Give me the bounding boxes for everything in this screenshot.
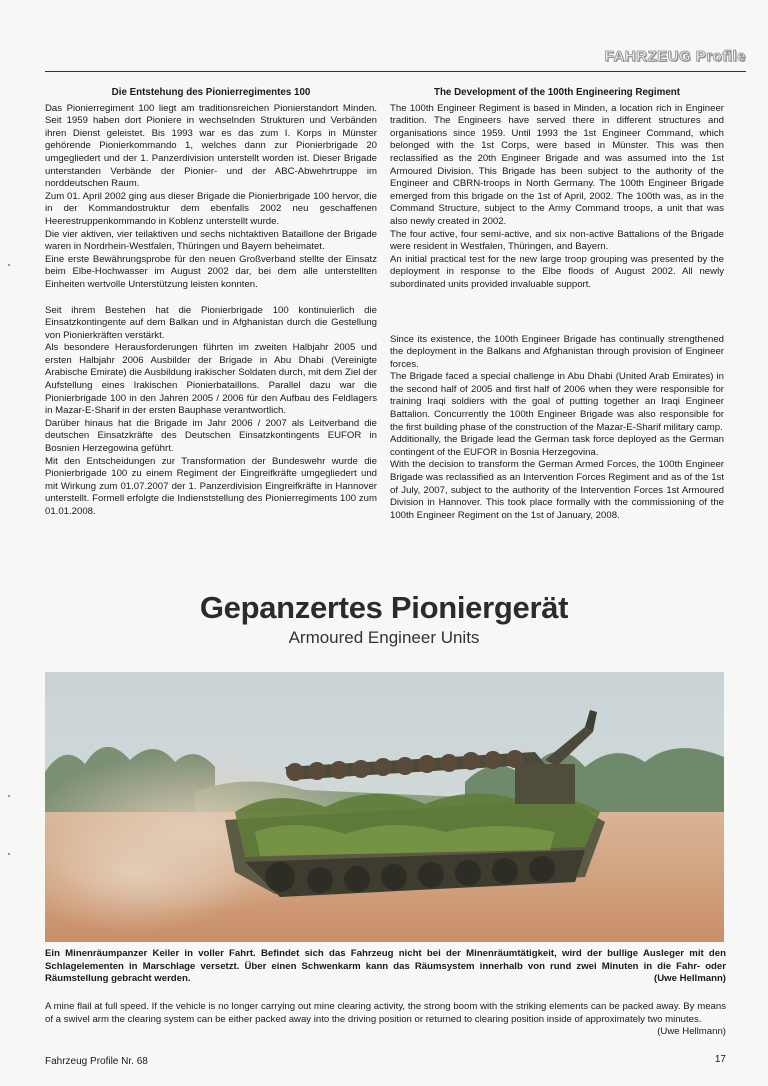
page-number: 17 [714,1054,726,1065]
german-caption-text: Ein Minenräumpanzer Keiler in voller Fahrt. Befindet sich das Fahrzeug nicht bei der Minenräumtätigkeit, wird der bullige Ausleger mit den Schlagelementen in Marschlage versetzt. Über einen Schwenkarm kann das Räumsystem innerhalb von rund zwei Minuten in die Fahr- oder Räumstellung gebracht werden. [45,948,726,985]
german-paragraph: Eine erste Bewährungsprobe für den neuen Großverband stellte der Einsatz beim Elbe-Hochwasser im August 2002 dar, bei dem alle unterstellten Einheiten wertvolle Unterstützung leisten konnten. [45,253,377,290]
english-paragraph: The four active, four semi-active, and six non-active Battalions of the Brigade were resident in Westfalen, Thüringen, and Bayern. [390,228,724,253]
german-heading: Die Entstehung des Pionierregimentes 100 [111,87,311,98]
german-paragraph: Mit den Entscheidungen zur Transformation der Bundeswehr wurde die Pionierbrigade 100 zu einem Regiment der Eingreifkräfte umgegliedert und mit Wirkung zum 01.07.2007 der 1. Panzerdivision Eingreifkräfte in Hannover unterstellt. Formell erfolgte die Indienststellung des Pionierregiments 100 zum 01.01.2008. [45,455,377,517]
german-paragraph: Als besondere Herausforderungen führten im zweiten Halbjahr 2005 und ersten Halbjahr 2006 Ausbilder der Brigade in Abu Dhabi (Vereinigte Arabische Emirate) die Ausbildung irakischer Soldaten durch, mit dem Ziel der Aufstellung eines Irakischen Pionierbataillons. Parallel dazu war die Pionierbrigade 100 in den Jahren 2005 / 2006 für den Aufbau des Feldlagers in Mazar-E-Sharif in der ersten Bauphase verantwortlich. [45,342,377,417]
margin-mark [8,264,10,266]
english-paragraph: Additionally, the Brigade lead the German task force deployed as the German contingent of the EUFOR in Bosnia Herzegovina. [390,434,724,458]
german-paragraph: Zum 01. April 2002 ging aus dieser Brigade die Pionierbrigade 100 hervor, die in der Kommandostruktur dem ebenfalls 2002 neu geschaffenen Heerestruppenkommando in Koblenz unterstellt wurde. [45,190,377,227]
english-paragraph: The 100th Engineer Regiment is based in Minden, a location rich in Engineer tradition. The Engineers have served there in different structures and organisations since 1959. Until 1993 the 1st Engineer Command, which belonged with the 1st Corps, were based in Münster. This was then reclassified as the 20th Engineer Brigade and was assumed into the 1st Armoured Division. This Brigade has been subject to the authority of the Engineer and CBRN-troops in North Germany. The 100th Engineer Brigade emerged from this brigade on the 1st of April, 2002. The 100th was, as in the Command Structure, subject to the Army Command troops, a unit that was also newly created in 2002. [390,102,724,227]
english-column [390,87,724,522]
english-paragraph: With the decision to transform the German Armed Forces, the 100th Engineer Brigade was reclassified as an Intervention Forces Regiment and as of the 1st of July, 2007, subject to the authority of the Intervention Forces 1st Armoured Division in Hannover. This took place formally with the commissioning of the 100th Engineer Regiment on the 1st of January, 2008. [390,459,724,521]
mine-flail-tank-photo [45,672,724,942]
english-heading: The Development of the 100th Engineering Regiment [433,87,681,98]
mine-flail-tank-illustration [45,672,724,942]
section-subtitle: Armoured Engineer Units [288,628,480,647]
german-paragraph: Seit ihrem Bestehen hat die Pionierbrigade 100 kontinuierlich die Einsatzkontingente auf dem Balkan und in Afghanistan durch die Gestellung von Pionierkräften verstärkt. [45,304,377,341]
header-rule [45,71,746,72]
german-paragraph: Die vier aktiven, vier teilaktiven und sechs nichtaktiven Bataillone der Brigade waren in Nordrhein-Westfalen, Thüringen und Bayern beheimatet. [45,228,377,253]
header-brand: FAHRZEUG Profile [604,48,746,65]
margin-mark [8,795,10,797]
german-caption-credit: (Uwe Hellmann) [654,973,726,985]
german-column [45,87,377,519]
margin-mark [8,853,10,855]
english-caption-credit: (Uwe Hellmann) [657,1026,726,1038]
english-caption-text: A mine flail at full speed. If the vehicle is no longer carrying out mine clearing activity, the strong boom with the striking elements can be packed away. By means of a swivel arm the clearing system can be either packed away into the driving position or returned to clearing position inside of approximately two minutes. [45,1001,726,1025]
german-photo-caption [45,948,726,986]
publication-name: Fahrzeug Profile Nr. 68 [45,1056,148,1067]
english-paragraph: The Brigade faced a special challenge in Abu Dhabi (United Arab Emirates) in the second half of 2005 and first half of 2006 when they were responsible for training Iraqi soldiers with the goal of putting together an Iraqi Engineer Battalion. Concurrently the 100th Engineer Brigade was also responsible for the first building phase of the construction of the Mazar-E-Sharif military camp. [390,371,724,433]
english-photo-caption [45,1001,726,1039]
english-paragraph: Since its existence, the 100th Engineer Brigade has continually strengthened the deployment in the Balkans and Afghanistan through provision of Engineer forces. [390,333,724,370]
german-paragraph: Das Pionierregiment 100 liegt am traditionsreichen Pionierstandort Minden. Seit 1959 haben dort Pioniere in wechselnden Strukturen und Verbänden ihren Dienst geleistet. Bis 1993 war es das zum I. Korps in Münster gehörende Pionierkommando 1, welches dann zur Pionierbrigade 20 umgegliedert und der 1. Panzerdivision unterstellt worden ist. Dieser Brigade unterstanden Verbände der Pionier- und der ABC-Abwehrtruppe im norddeutschen Raum. [45,102,377,190]
section-title: Gepanzertes Pioniergerät [199,590,569,625]
english-paragraph: An initial practical test for the new large troop grouping was presented by the deployment in response to the Elbe floods of August 2002. All newly subordinated units provided invaluable support. [390,253,724,290]
german-paragraph: Darüber hinaus hat die Brigade im Jahr 2006 / 2007 als Leitverband die deutschen Einsatzkräfte des Deutschen Einsatzkontingents EUFOR in Bosnien Herzegowina geführt. [45,417,377,455]
